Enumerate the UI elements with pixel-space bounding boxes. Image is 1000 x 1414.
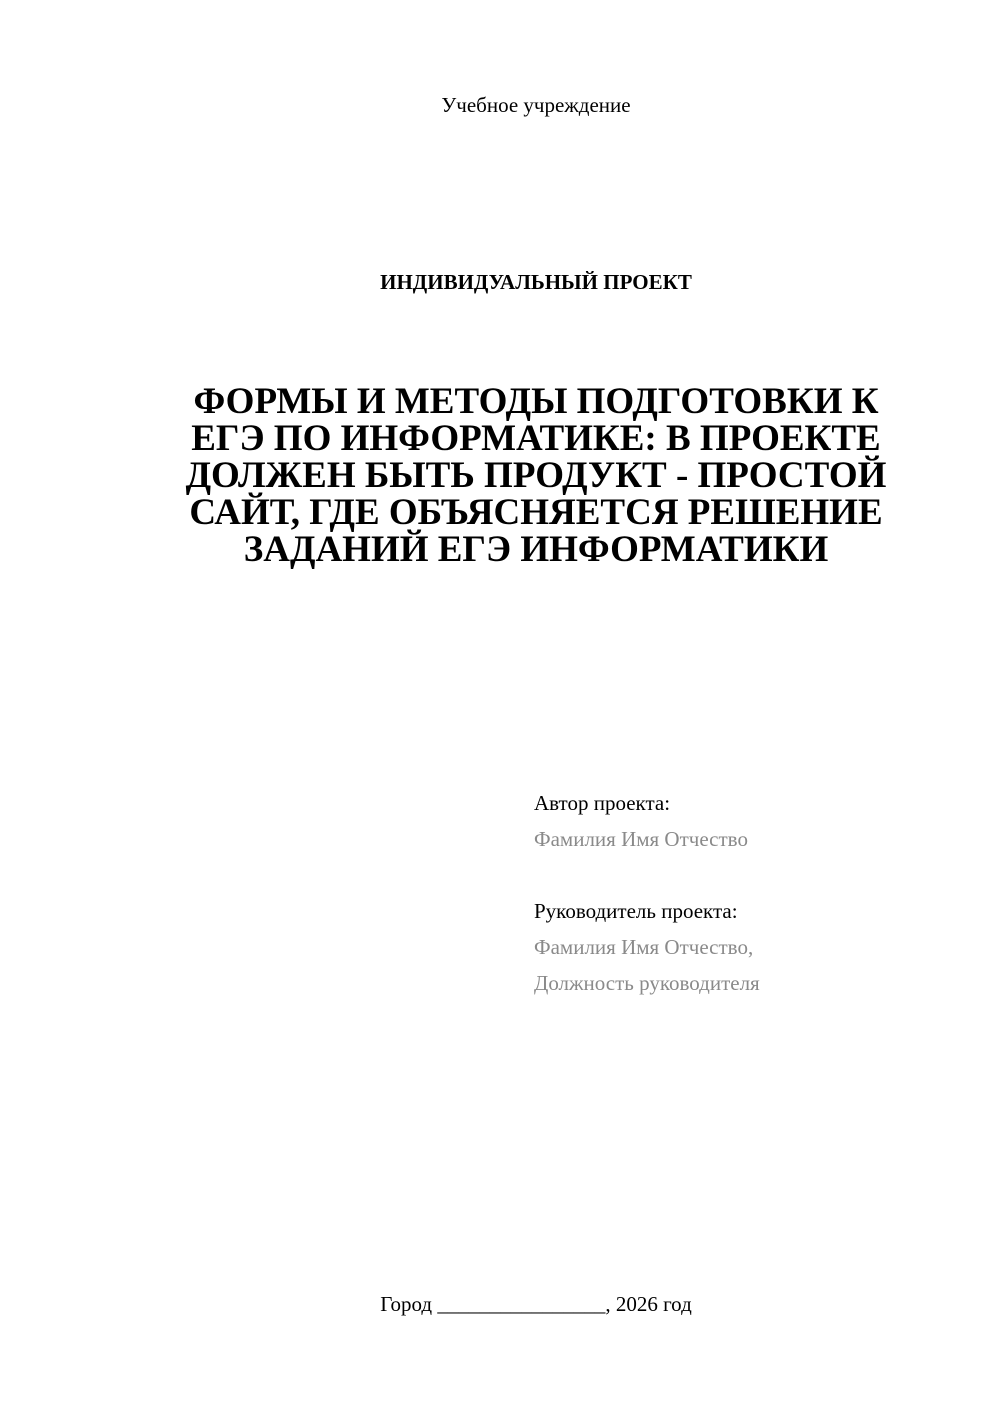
supervisor-name-placeholder: Фамилия Имя Отчество, — [534, 935, 754, 959]
supervisor-position-placeholder: Должность руководителя — [534, 971, 760, 995]
institution-name: Учебное учреждение — [441, 93, 631, 117]
city-year-line: Город ________________, 2026 год — [380, 1292, 692, 1316]
project-title: ФОРМЫ И МЕТОДЫ ПОДГОТОВКИ К ЕГЭ ПО ИНФОРМАТИКЕ: В ПРОЕКТЕ ДОЛЖЕН БЫТЬ ПРОДУКТ - ПРОСТОЙ САЙТ, ГДЕ ОБЪЯСНЯЕТСЯ РЕШЕНИЕ ЗАДАНИЙ ЕГЭ ИНФОРМАТИКИ — [185, 381, 887, 570]
author-block — [534, 785, 954, 857]
project-type-heading: ИНДИВИДУАЛЬНЫЙ ПРОЕКТ — [380, 270, 692, 294]
author-label: Автор проекта: — [534, 791, 671, 815]
supervisor-label: Руководитель проекта: — [534, 899, 738, 923]
supervisor-block — [534, 893, 954, 1001]
author-name-placeholder: Фамилия Имя Отчество — [534, 827, 748, 851]
